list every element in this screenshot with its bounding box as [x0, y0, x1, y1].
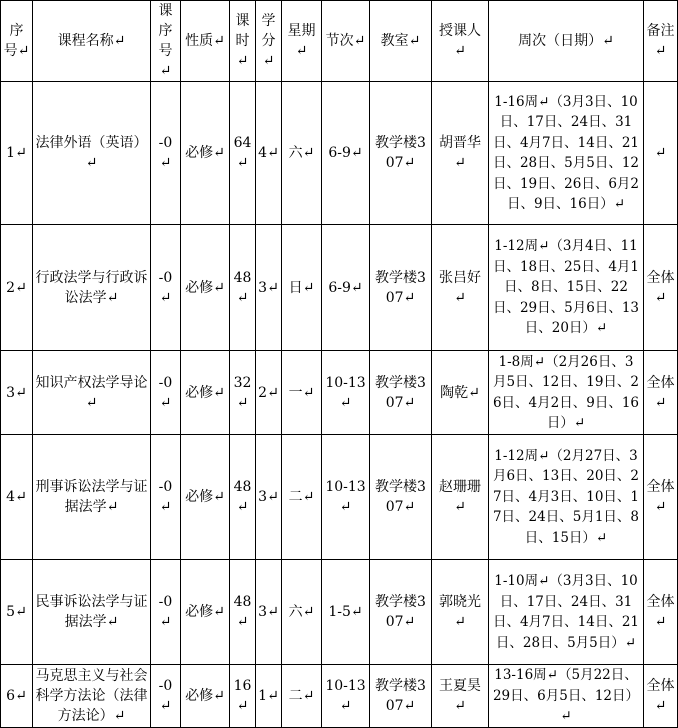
cell-weekday: 六↵	[282, 560, 322, 665]
cell-course-name: 刑事诉讼法学与证据法学↵	[33, 435, 151, 560]
header-credits: 学分↵	[256, 1, 282, 82]
header-classroom: 教室↵	[370, 1, 432, 82]
cell-credits: 1↵	[256, 665, 282, 728]
cell-teacher: 胡晋华↵	[432, 82, 489, 225]
header-weeks: 周次（日期）↵	[489, 1, 644, 82]
cell-credits: 2↵	[256, 351, 282, 435]
cell-no: 2↵	[1, 225, 33, 351]
table-row	[1, 435, 678, 560]
cell-periods: 10-13↵	[322, 435, 370, 560]
table-row	[1, 665, 678, 728]
table-row	[1, 82, 678, 225]
cell-teacher: 王夏昊↵	[432, 665, 489, 728]
cell-classroom: 教学楼307↵	[370, 351, 432, 435]
cell-weekday: 二↵	[282, 665, 322, 728]
cell-hours: 48↵	[230, 560, 256, 665]
cell-weekday: 二↵	[282, 435, 322, 560]
header-periods: 节次↵	[322, 1, 370, 82]
cell-hours: 48↵	[230, 435, 256, 560]
cell-type: 必修↵	[181, 82, 230, 225]
cell-weeks: 1-16周↵（3月3日、10日、17日、24日、31日、4月7日、14日、21日、28日、5月5日、12日、19日、26日、6月2日、9日、16日）↵	[489, 82, 644, 225]
cell-credits: 3↵	[256, 560, 282, 665]
cell-credits: 4↵	[256, 82, 282, 225]
cell-notes: 全体↵	[644, 225, 678, 351]
cell-type: 必修↵	[181, 351, 230, 435]
cell-course-code: -0↵	[151, 435, 181, 560]
header-type: 性质↵	[181, 1, 230, 82]
cell-course-name: 民事诉讼法学与证据法学↵	[33, 560, 151, 665]
cell-type: 必修↵	[181, 560, 230, 665]
cell-course-name: 知识产权法学导论↵	[33, 351, 151, 435]
cell-hours: 32↵	[230, 351, 256, 435]
cell-classroom: 教学楼307↵	[370, 665, 432, 728]
cell-periods: 6-9↵	[322, 225, 370, 351]
cell-periods: 1-5↵	[322, 560, 370, 665]
header-no: 序号↵	[1, 1, 33, 82]
cell-course-name: 马克思主义与社会科学方法论（法律方法论）↵	[33, 665, 151, 728]
cell-notes: 全体↵	[644, 560, 678, 665]
cell-course-code: -0↵	[151, 665, 181, 728]
cell-no: 4↵	[1, 435, 33, 560]
cell-classroom: 教学楼307↵	[370, 435, 432, 560]
cell-weeks: 1-10周↵（3月3日、10日、17日、24日、31日、4月7日、14日、21日、28日、5月5日）↵	[489, 560, 644, 665]
cell-type: 必修↵	[181, 665, 230, 728]
cell-course-code: -0↵	[151, 225, 181, 351]
cell-weeks: 1-8周↵（2月26日、3月5日、12日、19日、26日、4月2日、9日、16日）↵	[489, 351, 644, 435]
cell-hours: 64↵	[230, 82, 256, 225]
cell-periods: 10-13↵	[322, 351, 370, 435]
cell-teacher: 郭晓光↵	[432, 560, 489, 665]
cell-credits: 3↵	[256, 435, 282, 560]
cell-periods: 10-13↵	[322, 665, 370, 728]
cell-notes: 全体↵	[644, 351, 678, 435]
cell-notes: 全体↵	[644, 665, 678, 728]
cell-teacher: 陶乾↵	[432, 351, 489, 435]
cell-weeks: 13-16周↵（5月22日、29日、6月5日、12日）↵	[489, 665, 644, 728]
cell-course-name: 行政法学与行政诉讼法学↵	[33, 225, 151, 351]
cell-course-name: 法律外语（英语）↵	[33, 82, 151, 225]
header-weekday: 星期↵	[282, 1, 322, 82]
cell-classroom: 教学楼307↵	[370, 225, 432, 351]
cell-hours: 48↵	[230, 225, 256, 351]
header-notes: 备注↵	[644, 1, 678, 82]
cell-notes: ↵	[644, 82, 678, 225]
cell-no: 3↵	[1, 351, 33, 435]
cell-weeks: 1-12周↵（3月4日、11日、18日、25日、4月1日、8日、15日、22日、29日、5月6日、13日、20日）↵	[489, 225, 644, 351]
cell-weeks: 1-12周↵（2月27日、3月6日、13日、20日、27日、4月3日、10日、17日、24日、5月1日、8日、15日）↵	[489, 435, 644, 560]
cell-no: 6↵	[1, 665, 33, 728]
header-teacher: 授课人↵	[432, 1, 489, 82]
header-row	[1, 1, 678, 82]
cell-credits: 3↵	[256, 225, 282, 351]
cell-weekday: 一↵	[282, 351, 322, 435]
cell-teacher: 张吕好↵	[432, 225, 489, 351]
cell-no: 5↵	[1, 560, 33, 665]
cell-type: 必修↵	[181, 225, 230, 351]
header-course-name: 课程名称↵	[33, 1, 151, 82]
cell-periods: 6-9↵	[322, 82, 370, 225]
header-hours: 课时↵	[230, 1, 256, 82]
cell-course-code: -0↵	[151, 351, 181, 435]
cell-notes: 全体↵	[644, 435, 678, 560]
cell-type: 必修↵	[181, 435, 230, 560]
cell-hours: 16↵	[230, 665, 256, 728]
cell-teacher: 赵珊珊↵	[432, 435, 489, 560]
table-row	[1, 560, 678, 665]
header-course-code: 课序号↵	[151, 1, 181, 82]
cell-no: 1↵	[1, 82, 33, 225]
cell-course-code: -0↵	[151, 82, 181, 225]
cell-classroom: 教学楼307↵	[370, 560, 432, 665]
cell-course-code: -0↵	[151, 560, 181, 665]
cell-weekday: 六↵	[282, 82, 322, 225]
cell-classroom: 教学楼307↵	[370, 82, 432, 225]
cell-weekday: 日↵	[282, 225, 322, 351]
table-row	[1, 351, 678, 435]
table-row	[1, 225, 678, 351]
